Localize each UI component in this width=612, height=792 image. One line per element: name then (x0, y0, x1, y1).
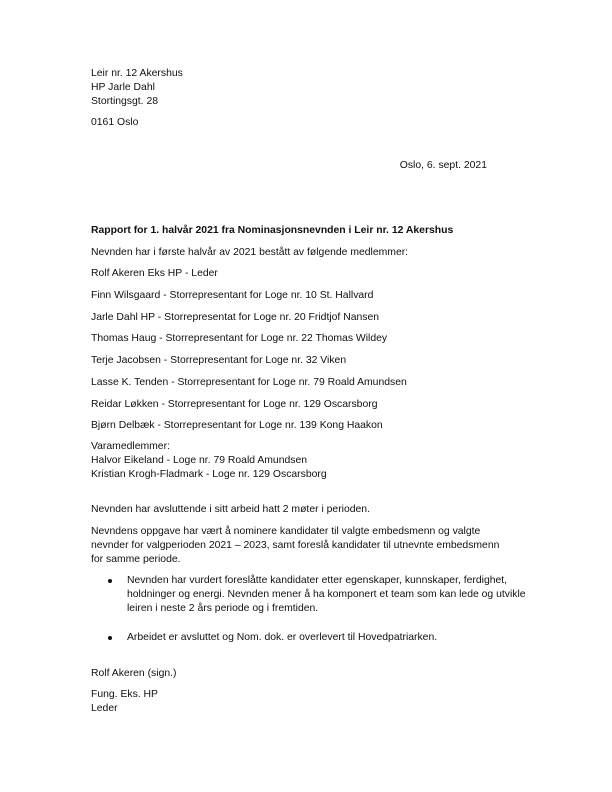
bullet-dot-icon (108, 636, 112, 640)
signature-role: Fung. Eks. HP (91, 689, 158, 700)
member-item: Lasse K. Tenden - Storrepresentant for Loge nr. 79 Roald Amundsen (91, 377, 407, 388)
bullet-item (91, 574, 531, 616)
deputies-block (91, 440, 531, 482)
member-item: Reidar Løkken - Storrepresentant for Loge nr. 129 Oscarsborg (91, 399, 378, 410)
bullet-text: Nevnden har vurdert foreslåtte kandidater etter egenskaper, kunnskaper, ferdighet, holdninger og energi. Nevnden mener å ha komponert et team som kan lede og utvikle leiren i neste 2 års periode og i fremtiden. (127, 575, 526, 614)
deputies-heading: Varamedlemmer: (91, 441, 170, 452)
member-item: Finn Wilsgaard - Storrepresentant for Loge nr. 10 St. Hallvard (91, 290, 374, 301)
address-line: Leir nr. 12 Akershus (91, 68, 183, 79)
task-paragraph: Nevndens oppgave har vært å nominere kandidater til valgte embedsmenn og valgte nevnder for valgperioden 2021 – 2023, samt foreslå kandidater til utnevnte embedsmenn for samme periode. (91, 526, 500, 565)
signature-role-block (91, 688, 531, 716)
meetings-text: Nevnden har avsluttende i sitt arbeid hatt 2 møter i perioden. (91, 504, 370, 515)
deputy-item: Halvor Eikeland - Loge nr. 79 Roald Amundsen (91, 455, 308, 466)
member-item: Terje Jacobsen - Storrepresentant for Loge nr. 32 Viken (91, 355, 347, 366)
bullet-list (91, 631, 531, 645)
member-item: Bjørn Delbæk - Storrepresentant for Loge nr. 139 Kong Haakon (91, 420, 383, 431)
deputy-item: Kristian Krogh-Fladmark - Loge nr. 129 Oscarsborg (91, 469, 327, 480)
member-item: Jarle Dahl HP - Storrepresentat for Loge nr. 20 Fridtjof Nansen (91, 312, 380, 323)
member-item: Rolf Akeren Eks HP - Leder (91, 268, 218, 279)
bullet-item (91, 631, 531, 645)
bullet-list (91, 574, 531, 616)
letter-date: Oslo, 6. sept. 2021 (399, 160, 487, 171)
address-block (91, 67, 531, 109)
report-title: Rapport for 1. halvår 2021 fra Nominasjonsnevnden i Leir nr. 12 Akershus (91, 225, 454, 236)
intro-text: Nevnden har i første halvår av 2021 bestått av følgende medlemmer: (91, 247, 409, 258)
address-line: Stortingsgt. 28 (91, 96, 159, 107)
bullet-text: Arbeidet er avsluttet og Nom. dok. er overlevert til Hovedpatriarken. (127, 632, 438, 643)
postal-line: 0161 Oslo (91, 117, 139, 128)
signature-role: Leder (91, 703, 118, 714)
signature-name: Rolf Akeren (sign.) (91, 668, 177, 679)
member-item: Thomas Haug - Storrepresentant for Loge nr. 22 Thomas Wildey (91, 333, 388, 344)
bullet-dot-icon (108, 579, 112, 583)
address-line: HP Jarle Dahl (91, 82, 155, 93)
